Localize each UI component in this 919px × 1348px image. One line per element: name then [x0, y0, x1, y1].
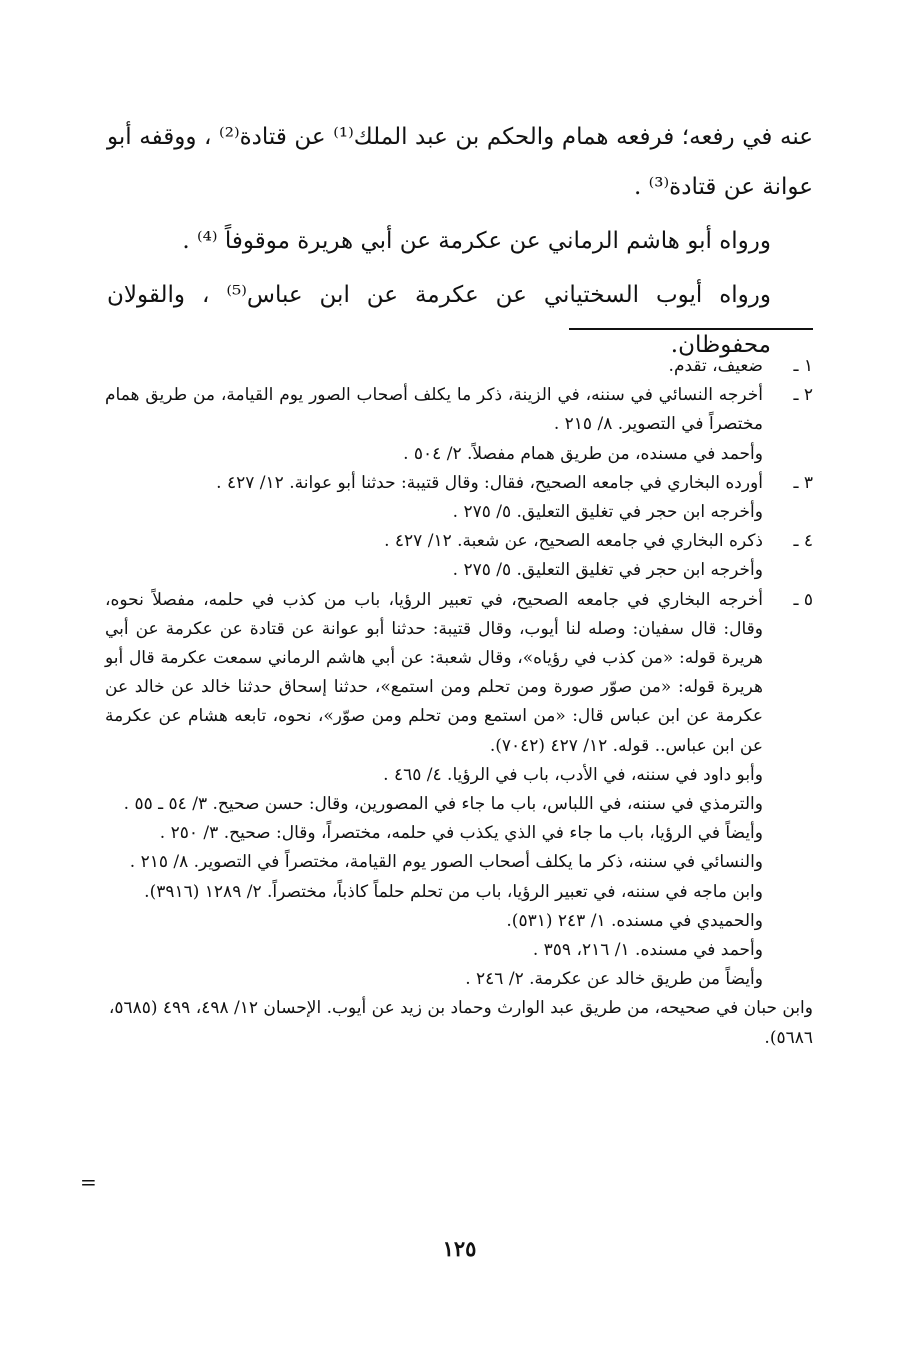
main-paragraph: عنه في رفعه؛ فرفعه همام والحكم بن عبد الملك⁽¹⁾ عن قتادة⁽²⁾ ، ووقفه أبو عوانة عن قتادة⁽³⁾ . — [107, 124, 813, 200]
footnote-continuation: والترمذي في سننه، في اللباس، باب ما جاء في المصورين، وقال: حسن صحيح. ٣/ ٥٤ ـ ٥٥ . — [123, 794, 763, 815]
footnote-continuation: والنسائي في سننه، ذكر ما يكلف أصحاب الصور يوم القيامة، مختصراً في التصوير. ٨/ ٢١٥ . — [129, 852, 763, 873]
footnote-text: ضعيف، تقدم. — [668, 356, 763, 376]
footnote-continuation: وأحمد في مسنده. ١/ ٢١٦، ٣٥٩ . — [532, 940, 763, 961]
page-number: ١٢٥ — [442, 1236, 477, 1261]
main-paragraph: ورواه أبو هاشم الرماني عن عكرمة عن أبي هريرة موقوفاً ⁽⁴⁾ . — [182, 228, 771, 254]
footnote-continuation: والحميدي في مسنده. ١/ ٢٤٣ (٥٣١). — [506, 910, 763, 931]
footnote-number: ٤ ـ — [793, 531, 813, 552]
footnote-continuation: وأيضاً في الرؤيا، باب ما جاء في الذي يكذب في حلمه، مختصراً، وقال: صحيح. ٣/ ٢٥٠ . — [159, 823, 763, 844]
footnote-5 — [105, 586, 813, 761]
main-text-block — [107, 112, 813, 370]
footnote-number: ١ ـ — [793, 356, 813, 376]
footnote-tail: وابن حبان في صحيحه، من طريق عبد الوارث وحماد بن زيد عن أيوب. الإحسان ١٢/ ٤٩٨، ٤٩٩ (٥٦٨٥، ٥٦٨٦). — [108, 998, 813, 1048]
footnote-number: ٢ ـ — [793, 385, 813, 406]
footnote-2 — [105, 381, 813, 439]
main-paragraph: ورواه أيوب السختياني عن عكرمة عن ابن عباس⁽⁵⁾ ، والقولان محفوظان. — [107, 282, 771, 358]
footnote-number: ٥ ـ — [793, 589, 813, 610]
side-mark: = — [80, 1170, 97, 1194]
footnote-continuation: وابن ماجه في سننه، في تعبير الرؤيا، باب من تحلم حلماً كاذباً، مختصراً. ٢/ ١٢٨٩ (٣٩١٦). — [144, 881, 763, 902]
footnote-text: ذكره البخاري في جامعه الصحيح، عن شعبة. ١٢/ ٤٢٧ . — [384, 531, 763, 552]
footnote-3 — [105, 469, 813, 498]
footnote-continuation: وأخرجه ابن حجر في تغليق التعليق. ٥/ ٢٧٥ . — [452, 560, 763, 581]
footnote-number: ٣ ـ — [793, 472, 813, 493]
footnote-continuation: وأخرجه ابن حجر في تغليق التعليق. ٥/ ٢٧٥ . — [452, 502, 763, 523]
footnote-1 — [105, 352, 813, 381]
footnotes-section — [105, 352, 813, 1053]
footnote-text: أخرجه البخاري في جامعه الصحيح، في تعبير الرؤيا، باب من كذب في حلمه، مفصلاً نحوه، وقال: قال سفيان: وصله لنا أيوب، وقال قتيبة: حدثنا أبو عوانة عن قتادة عن عكرمة عن أبي هريرة قوله: «من كذب في رؤياه»، وقال شعبة: عن أبي هاشم الرماني سمعت عكرمة قال أبو هريرة قوله: «من صوّر صورة ومن تحلم ومن استمع»، حدثنا إسحاق حدثنا خالد عن خالد عن عكرمة عن ابن عباس قال: «من استمع ومن تحلم ومن صوّر»، نحوه، تابعه هشام عن عكرمة عن ابن عباس.. قوله. ١٢/ ٤٢٧ (٧٠٤٢). — [105, 589, 763, 756]
footnote-continuation: وأبو داود في سننه، في الأدب، باب في الرؤيا. ٤/ ٤٦٥ . — [383, 764, 763, 785]
footnote-continuation: وأحمد في مسنده، من طريق همام مفصلاً. ٢/ ٥٠٤ . — [403, 443, 763, 464]
footnote-4 — [105, 527, 813, 556]
footnote-text: أخرجه النسائي في سننه، في الزينة، ذكر ما يكلف أصحاب الصور يوم القيامة، من طريق همام مختصراً في التصوير. ٨/ ٢١٥ . — [105, 385, 763, 435]
footnote-continuation: وأيضاً من طريق خالد عن عكرمة. ٢/ ٢٤٦ . — [465, 969, 763, 990]
footnote-text: أورده البخاري في جامعه الصحيح، فقال: وقال قتيبة: حدثنا أبو عوانة. ١٢/ ٤٢٧ . — [216, 472, 763, 493]
footnote-separator — [569, 328, 813, 330]
